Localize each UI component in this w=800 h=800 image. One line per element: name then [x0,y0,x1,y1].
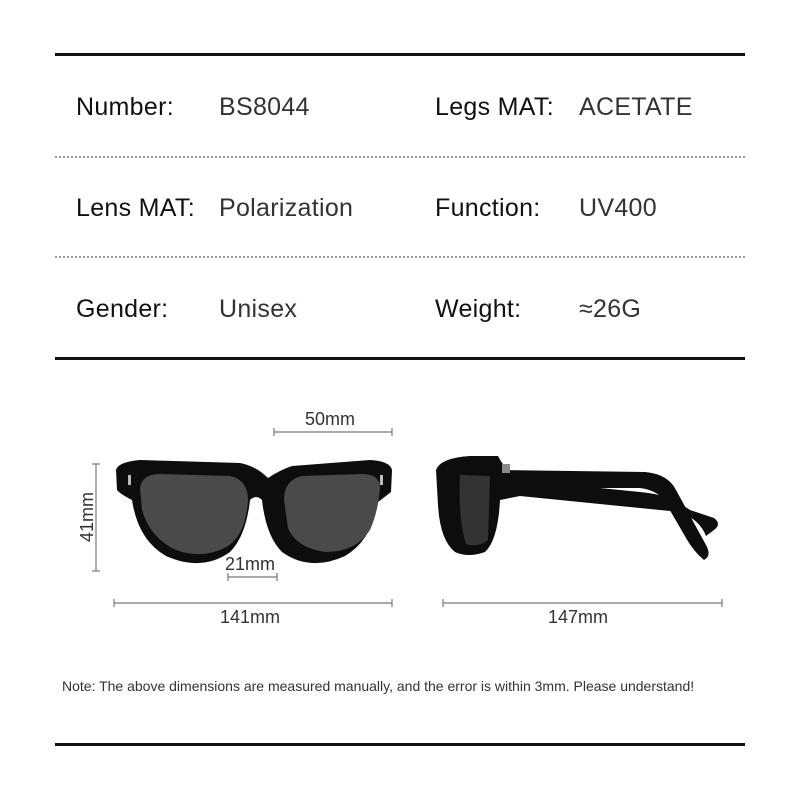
spec-value-legs-mat: ACETATE [579,93,693,121]
spec-label-number: Number: [76,93,174,121]
spec-label-function: Function: [435,194,541,222]
glasses-side-icon [436,456,718,560]
spec-value-weight: ≈26G [579,295,642,323]
spec-value-function: UV400 [579,194,657,222]
bridge-label: 21mm [225,554,276,574]
spec-label-weight: Weight: [435,295,522,323]
spec-value-gender: Unisex [219,295,298,323]
temple-length-label: 147mm [548,607,609,627]
spec-label-legs-mat: Legs MAT: [435,93,554,121]
spec-label-lens-mat: Lens MAT: [76,194,195,222]
spec-value-lens-mat: Polarization [219,194,354,222]
spec-label-gender: Gender: [76,295,169,323]
frame-width-label: 141mm [220,607,281,627]
measurement-note: Note: The above dimensions are measured manually, and the error is within 3mm. Please understand! [62,678,695,694]
spec-value-number: BS8044 [219,93,310,121]
lens-width-label: 50mm [305,409,356,429]
lens-height-label: 41mm [77,491,98,543]
glasses-front-icon [116,460,392,563]
